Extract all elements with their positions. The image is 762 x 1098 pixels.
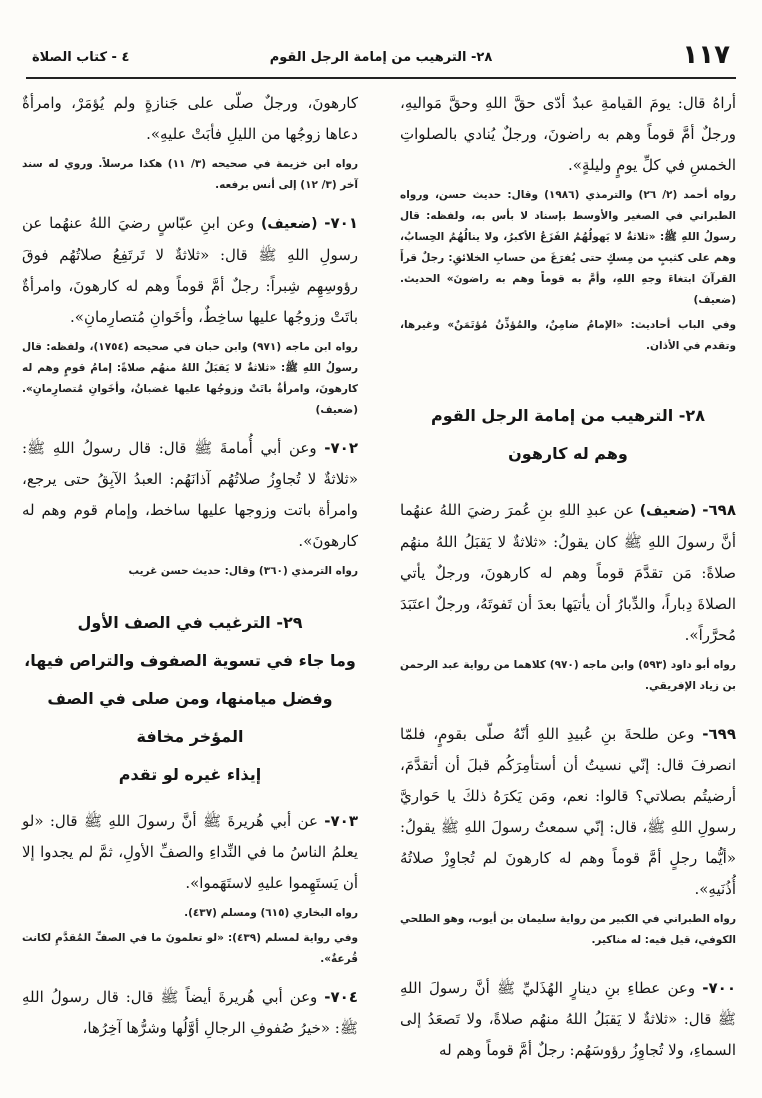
hadith-704 — [22, 982, 358, 1044]
page-number: ١١٧ — [682, 40, 730, 70]
hadith-number: ٧٠٣- — [324, 812, 358, 830]
hadith-number: ٧٠١- — [324, 214, 358, 232]
right-column — [400, 88, 736, 1066]
hadith-699 — [400, 719, 736, 905]
hadith-text: وعن طلحةَ بنِ عُبيدِ اللهِ أنّهُ صلّى بقومٍ، فلمّا انصرفَ قال: إنّي نسيتُ أن أستأمِرَكُم قبلَ أن أتقدَّمَ، أرضيتُم بصلاتي؟ قالوا: نعم، ومَن يَكرَهُ ذلكَ يا حَواريَّ رسولِ اللهِ ﷺ، قال: إنّي سمعتُ رسولَ اللهِ ﷺ يقولُ: «أيُّما رجلٍ أمَّ قوماً وهم له كارهونَ لم تُجاوِزْ صلاتُهُ أُذُنَيهِ». — [400, 725, 736, 898]
page-header — [26, 40, 736, 74]
chapter-title: ٢٨- الترهيب من إمامة الرجل القوم — [431, 406, 705, 425]
header-rule — [26, 77, 736, 79]
hadith-text: عن عبدِ اللهِ بنِ عُمرَ رضيَ اللهُ عنهُما أنَّ رسولَ اللهِ ﷺ كان يقولُ: «ثلاثةٌ لا يَقبَلُ اللهُ منهُم صلاةً: مَن تقدَّمَ قوماً وهم له كارهونَ، ورجلٌ يأتي الصلاةَ دِباراً، والدِّبارُ أن يأتيَها بعدَ أن تَفوتَهُ، ورجلٌ اعتَبَدَ مُحرَّراً». — [400, 501, 736, 644]
running-book-title: ٤ - كتاب الصلاة — [32, 50, 130, 65]
hadith-703 — [22, 806, 358, 899]
takhrij-note: رواه البخاري (٦١٥) ومسلم (٤٣٧). — [184, 907, 358, 919]
chapter-title: ٢٩- الترغيب في الصف الأول — [77, 613, 303, 632]
hadith-number: ٦٩٩- — [702, 725, 736, 743]
hadith-continuation: أراهُ قال: يومَ القيامةِ عبدٌ أدّى حقَّ اللهِ وحقَّ مَواليهِ، ورجلٌ أمَّ قوماً وهم به راضونَ، ورجلٌ يُنادي بالصلواتِ الخمسِ في كلِّ يومٍ وليلةٍ». — [400, 94, 736, 174]
hadith-text: وعن عطاءِ بنِ دينارٍ الهُذَليِّ ﷺ أنَّ رسولَ اللهِ ﷺ قال: «ثلاثةٌ لا يَقبَلُ اللهُ منهُم صلاةً، ولا تَصعَدُ إلى السماءِ، ولا تُجاوِزُ رؤوسَهُم: رجلٌ أمَّ قوماً وهم له — [400, 979, 736, 1059]
hadith-698 — [400, 495, 736, 651]
hadith-number: ٧٠٠- — [702, 979, 736, 997]
takhrij-note: رواه أبو داود (٥٩٣) وابن ماجه (٩٧٠) كلاهما من رواية عبد الرحمن بن زياد الإفريقي. — [400, 659, 736, 692]
hadith-text: عن أبي هُريرةَ ﷺ أنَّ رسولَ اللهِ ﷺ قال: «لو يعلمُ الناسُ ما في النِّداءِ والصفِّ الأولِ، ثمَّ لم يجدوا إلا أن يَستَهِموا عليهِ لاستَهَموا». — [22, 812, 358, 892]
takhrij-note: رواه الترمذي (٣٦٠) وقال: حديث حسن غريب — [128, 565, 358, 577]
takhrij-note: وفي الباب أحاديث: «الإمامُ ضامِنٌ، والمُؤذِّنُ مُؤتَمَنٌ» وغيرها، وتقدم في الأذان. — [400, 319, 736, 352]
hadith-number: ٦٩٨- — [702, 501, 736, 519]
takhrij-note: رواه أحمد (٢/ ٢٦) والترمذي (١٩٨٦) وقال: حديث حسن، ورواه الطبراني في الصغير والأوسط بإسناد لا بأس به، ولفظه: قال رسولُ اللهِ ﷺ: «ثلاثةٌ لا يَهولُهُمُ الفَزَعُ الأكبرُ، ولا ينالُهُمُ الحِسابُ، وهم على كثيبٍ من مِسكٍ حتى يُفرَغَ من حسابِ الخلائقِ: رجلٌ قرأَ القرآنَ ابتغاءَ وجهِ اللهِ، وأمَّ به قوماً وهم به راضونَ» الحديث. (ضعيف) — [400, 189, 736, 306]
hadith-continuation: كارهونَ، ورجلٌ صلّى على جَنازةٍ ولم يُؤمَرْ، وامرأةٌ دعاها زوجُها من الليلِ فأبَتْ عليهِ». — [22, 94, 358, 143]
takhrij-note: رواه ابن ماجه (٩٧١) وابن حبان في صحيحه (١٧٥٤)، ولفظه: قال رسولُ اللهِ ﷺ: «ثلاثةٌ لا يَقبَلُ اللهُ منهُم صلاةً: إمامُ قومٍ وهم له كارهونَ، وامرأةٌ باتَتْ وزوجُها عليها غضبانُ، وأخَوانِ مُتصارِمانِ». (ضعيف) — [22, 341, 358, 416]
left-column — [22, 88, 358, 1044]
running-chapter-title: ٢٨- الترهيب من إمامة الرجل القوم — [269, 50, 493, 65]
takhrij-note: رواه ابن خزيمة في صحيحه (٣/ ١١) هكذا مرسلاً. وروي له سند آخر (٣/ ١٢) إلى أنس برفعه. — [22, 158, 359, 191]
chapter-subtitle: وفضل ميامنها، ومن صلى في الصف المؤخر مخافة — [47, 689, 333, 746]
takhrij-note: وفي رواية لمسلم (٤٣٩): «لو تعلمونَ ما في الصفِّ المُقدَّمِ لكانت قُرعةٌ». — [22, 932, 358, 965]
hadith-number: ٧٠٤- — [324, 988, 358, 1006]
hadith-grade: (ضعيف) — [260, 216, 318, 232]
takhrij-note: رواه الطبراني في الكبير من رواية سليمان بن أيوب، وهو الطلحي الكوفي، قيل فيه: له مناكير. — [400, 913, 736, 946]
hadith-text: وعن ابنِ عبّاسٍ رضيَ اللهُ عنهُما عن رسولِ اللهِ ﷺ قال: «ثلاثةٌ لا تَرتَفِعُ صلاتُهُم فوقَ رؤوسِهِم شِبراً: رجلٌ أمَّ قوماً وهم له كارهونَ، وامرأةٌ باتَتْ وزوجُها عليها ساخِطٌ، وأخَوانِ مُتصارِمانِ». — [22, 214, 358, 326]
hadith-number: ٧٠٢- — [324, 439, 358, 457]
hadith-grade: (ضعيف) — [639, 503, 697, 519]
hadith-700 — [400, 973, 736, 1066]
chapter-subtitle: وهم له كارهون — [508, 444, 628, 463]
hadith-text: وعن أبي هُريرةَ أيضاً ﷺ قال: قال رسولُ اللهِ ﷺ: «خيرُ صُفوفِ الرجالِ أوَّلُها وشرُّها آخِرُها، — [22, 988, 358, 1037]
hadith-701 — [22, 208, 358, 333]
chapter-subtitle: وما جاء في تسوية الصفوف والتراص فيها، — [24, 651, 356, 670]
chapter-subtitle: إيذاء غيره لو تقدم — [118, 765, 262, 784]
hadith-702 — [22, 433, 358, 557]
hadith-text: وعن أبي أُمامةَ ﷺ قال: قال رسولُ اللهِ ﷺ: «ثلاثةٌ لا تُجاوِزُ صلاتُهُم آذانَهُم: العبدُ الآبِقُ حتى يرجع، وامرأة باتت وزوجها عليها ساخط، وإمام قوم وهم له كارهونَ». — [22, 439, 358, 550]
